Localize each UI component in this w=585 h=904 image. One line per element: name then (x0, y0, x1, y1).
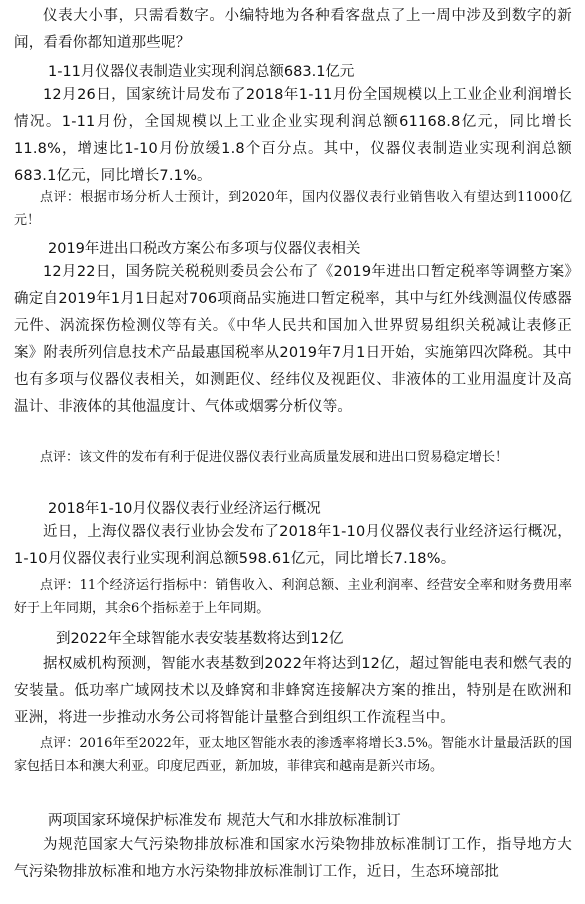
article-title-5: 两项国家环境保护标准发布 规范大气和水排放标准制订 (48, 813, 401, 829)
comment-text: 点评：根据市场分析人士预计，到2020年，国内仪器仪表行业销售收入有望达到11000亿元！ (14, 190, 572, 228)
article-body-3: 近日，上海仪器仪表行业协会发布了2018年1-10月仪器仪表行业经济运行概况，1-10月仪器仪表行业实现利润总额598.61亿元，同比增长7.18%。 (14, 524, 572, 567)
article-body-2: 12月22日，国务院关税税则委员会公布了《2019年进出口暂定税率等调整方案》确定自2019年1月1日起对706项商品实施进口暂定税率，其中与红外线测温仪传感器元件、涡流探伤检测仪等有关。《中华人民共和国加入世界贸易组织关税减让表修正案》附表所列信息技术产品最惠国税率从2019年7月1日开始，实施第四次降税。其中也有多项与仪器仪表相关，如测距仪、经纬仪及视距仪、非液体的工业用温度计及高温计、非液体的其他温度计、气体或烟雾分析仪等。 (14, 264, 572, 415)
article-comment-4 (14, 732, 572, 778)
intro-paragraph: 仪表大小事，只需看数字。小编特地为各种看客盘点了上一周中涉及到数字的新闻，看看你都知道那些呢？ (14, 8, 572, 51)
article-body-1: 12月26日，国家统计局发布了2018年1-11月份全国规模以上工业企业利润增长情况。1-11月份，全国规模以上工业企业实现利润总额61168.8亿元，同比增长11.8%，增速比1-10月份放缓1.8个百分点。其中，仪器仪表制造业实现利润总额683.1亿元，同比增长7.1%。 (14, 87, 572, 184)
article-comment-2 (14, 446, 572, 469)
article-body-4: 据权威机构预测，智能水表基数到2022年将达到12亿，超过智能电表和燃气表的安装量。低功率广域网技术以及蜂窝和非蜂窝连接解决方案的推出，特别是在欧洲和亚洲，将进一步推动水务公司将智能计量整合到组织工作流程当中。 (14, 656, 572, 726)
article-title-2: 2019年进出口税改方案公布多项与仪器仪表相关 (48, 241, 361, 257)
comment-text: 点评：11个经济运行指标中：销售收入、利润总额、主业利润率、经营安全率和财务费用率好于上年同期，其余6个指标差于上年同期。 (14, 578, 572, 616)
article-title-4: 到2022年全球智能水表安装基数将达到12亿 (56, 631, 344, 647)
article-body-5: 为规范国家大气污染物排放标准和国家水污染物排放标准制订工作，指导地方大气污染物排放标准和地方水污染物排放标准制订工作，近日，生态环境部批 (14, 837, 572, 880)
article-comment-1 (14, 186, 572, 232)
comment-text: 点评：该文件的发布有利于促进仪器仪表行业高质量发展和进出口贸易稳定增长！ (40, 450, 509, 465)
article-comment-3 (14, 574, 572, 620)
article-title-1: 1-11月仪器仪表制造业实现利润总额683.1亿元 (48, 64, 355, 80)
article-title-3: 2018年1-10月仪器仪表行业经济运行概况 (48, 501, 321, 517)
comment-text: 点评：2016年至2022年，亚太地区智能水表的渗透率将增长3.5%。智能水计量最活跃的国家包括日本和澳大利亚。印度尼西亚，新加坡，菲律宾和越南是新兴市场。 (14, 736, 572, 774)
